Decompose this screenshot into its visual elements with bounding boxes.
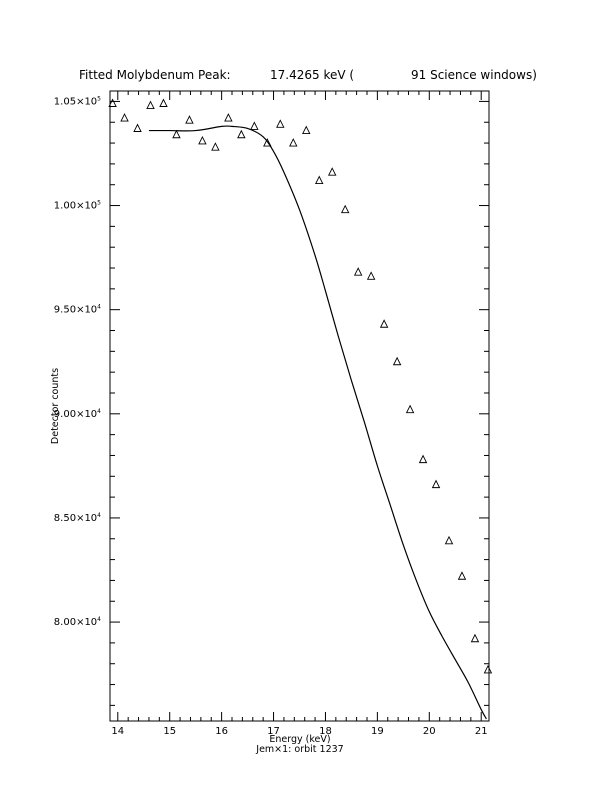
y-tick-mantissa: 9.00×10	[53, 408, 98, 420]
y-tick-mantissa: 8.00×10	[53, 617, 98, 629]
y-tick-mantissa: 9.50×10	[53, 304, 98, 316]
x-tick-label: 20	[422, 726, 436, 737]
y-tick-mantissa: 1.00×10	[53, 200, 98, 212]
chart-subtitle: Jem×1: orbit 1237	[256, 744, 344, 755]
y-tick-exponent: 4	[97, 616, 101, 624]
y-tick-mantissa: 8.50×10	[53, 512, 98, 524]
y-tick-label	[54, 200, 101, 212]
y-tick-exponent: 5	[97, 95, 101, 103]
y-tick-mantissa: 1.05×10	[53, 96, 98, 108]
x-tick-label: 15	[163, 726, 177, 737]
y-tick-label	[54, 304, 101, 316]
y-tick-label	[54, 95, 101, 107]
x-tick-label: 16	[215, 726, 228, 737]
y-tick-exponent: 4	[97, 303, 101, 311]
x-tick-label: 18	[319, 726, 332, 737]
y-tick-exponent: 5	[97, 199, 101, 207]
chart-title-windows: 91 Science windows)	[411, 68, 537, 82]
x-tick-label: 14	[111, 726, 125, 737]
y-tick-label	[54, 616, 101, 628]
x-tick-label: 21	[474, 726, 488, 737]
y-tick-exponent: 4	[97, 511, 101, 519]
chart-title-energy: 17.4265 keV (	[270, 68, 355, 82]
x-axis-label: Energy (keV)	[269, 734, 331, 745]
x-tick-label: 19	[371, 726, 384, 737]
y-tick-label	[54, 512, 101, 524]
chart-title-left: Fitted Molybdenum Peak:	[79, 68, 231, 82]
y-axis-label: Detector counts	[50, 367, 61, 445]
x-tick-label: 17	[267, 726, 280, 737]
y-tick-exponent: 4	[97, 407, 101, 415]
